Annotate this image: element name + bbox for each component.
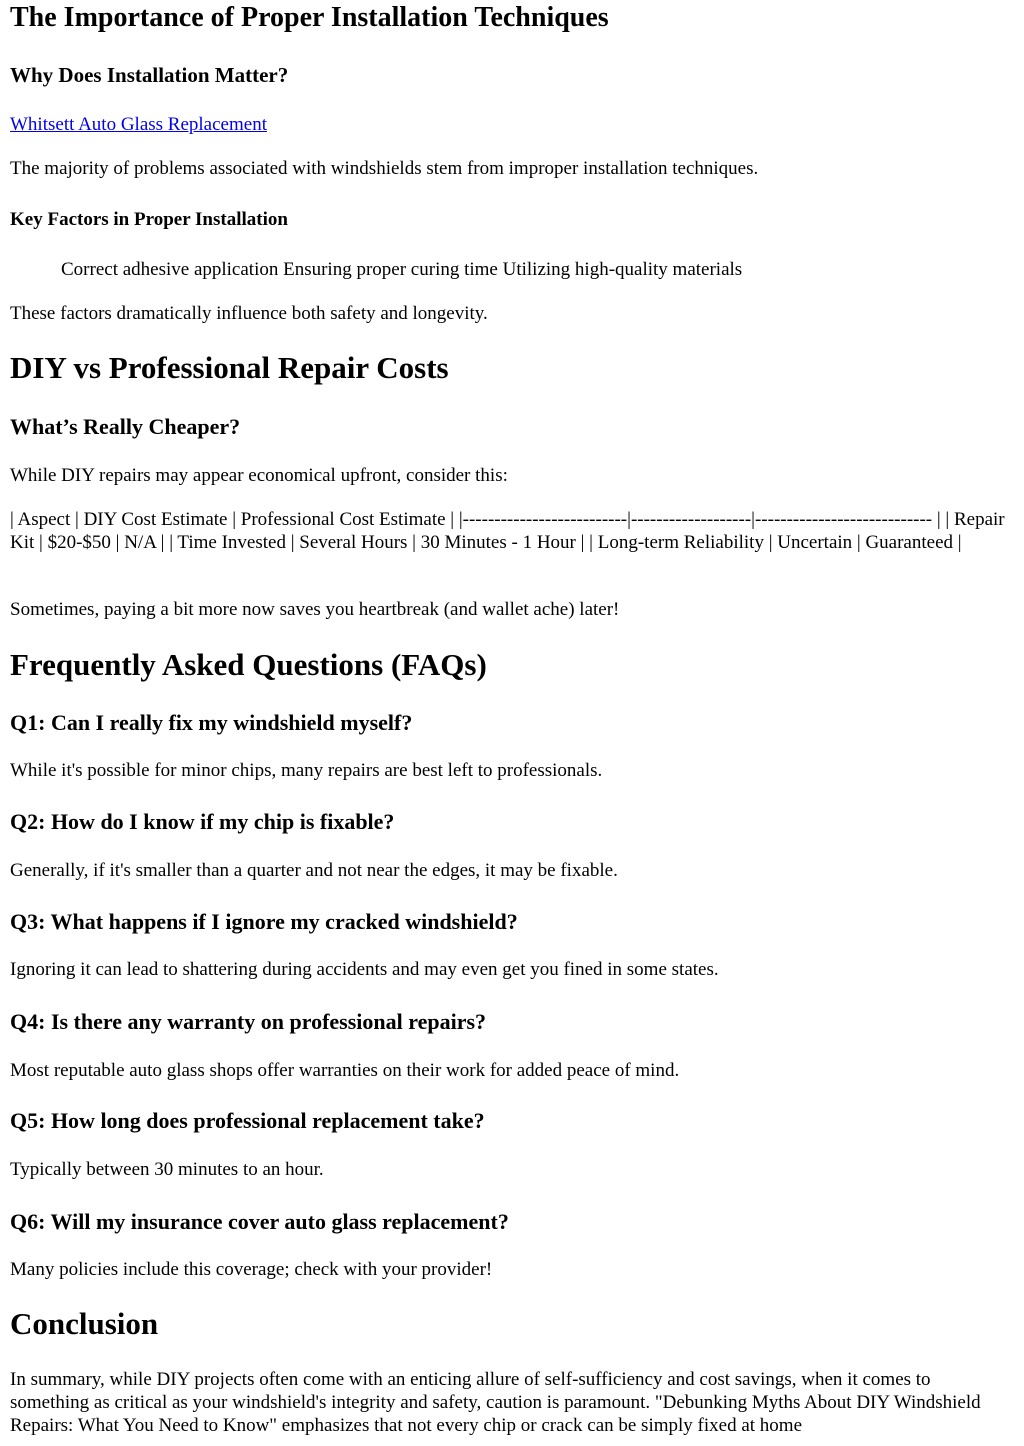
faq-answer-2: Generally, if it's smaller than a quarter and not near the edges, it may be fixable. xyxy=(10,860,618,881)
conclusion-title: Conclusion xyxy=(10,1306,159,1341)
costs-table-text: | Aspect | DIY Cost Estimate | Professional Cost Estimate | |--------------------------|-------------------|---------------------------- | | Repair Kit | $20-$50 | N/A | | Time Invested | Several Hours | 30 Minutes - 1 Hour | | Long-term Reliability | Uncertain | Guaranteed | xyxy=(10,509,1005,553)
faq-question-5: Q5: How long does professional replacement take? xyxy=(10,1108,485,1133)
faq-question-3: Q3: What happens if I ignore my cracked windshield? xyxy=(10,909,518,934)
installation-summary: These factors dramatically influence both safety and longevity. xyxy=(10,303,488,324)
faq-question-4: Q4: Is there any warranty on professional repairs? xyxy=(10,1009,487,1034)
installation-intro: The majority of problems associated with windshields stem from improper installation techniques. xyxy=(10,158,759,179)
faq-question-2: Q2: How do I know if my chip is fixable? xyxy=(10,809,395,834)
key-factors-heading: Key Factors in Proper Installation xyxy=(10,209,288,230)
costs-closing: Sometimes, paying a bit more now saves you heartbreak (and wallet ache) later! xyxy=(10,599,620,620)
auto-glass-replacement-link[interactable]: Whitsett Auto Glass Replacement xyxy=(10,114,267,135)
faq-answer-6: Many policies include this coverage; check with your provider! xyxy=(10,1259,493,1280)
costs-intro: While DIY repairs may appear economical upfront, consider this: xyxy=(10,465,508,486)
why-installation-heading: Why Does Installation Matter? xyxy=(10,63,289,87)
installation-title: The Importance of Proper Installation Techniques xyxy=(10,2,609,33)
faq-answer-3: Ignoring it can lead to shattering during accidents and may even get you fined in some states. xyxy=(10,959,719,980)
faq-question-1: Q1: Can I really fix my windshield myself? xyxy=(10,710,413,735)
conclusion-body: In summary, while DIY projects often come with an enticing allure of self-sufficiency and cost savings, when it comes to something as critical as your windshield's integrity and safety, caution is paramount. "Debunking Myths About DIY Windshield Repairs: What You Need to Know" emphasizes that not every chip or crack can be simply fixed at home xyxy=(10,1369,981,1436)
key-factors-quote: Correct adhesive application Ensuring proper curing time Utilizing high-quality materials xyxy=(61,259,743,280)
faq-answer-5: Typically between 30 minutes to an hour. xyxy=(10,1159,324,1180)
faq-title: Frequently Asked Questions (FAQs) xyxy=(10,647,487,682)
faq-answer-1: While it's possible for minor chips, many repairs are best left to professionals. xyxy=(10,760,603,781)
faq-question-6: Q6: Will my insurance cover auto glass replacement? xyxy=(10,1209,509,1234)
faq-answer-4: Most reputable auto glass shops offer warranties on their work for added peace of mind. xyxy=(10,1060,680,1081)
costs-title: DIY vs Professional Repair Costs xyxy=(10,350,449,385)
link-paragraph xyxy=(10,113,1014,136)
cheaper-heading: What’s Really Cheaper? xyxy=(10,414,241,439)
